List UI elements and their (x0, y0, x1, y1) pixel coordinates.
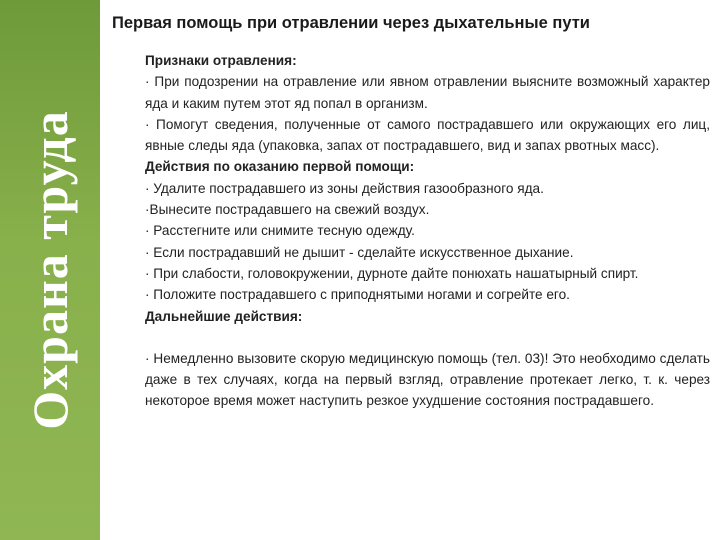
action-item: · Удалите пострадавшего из зоны действия газообразного яда. (145, 180, 544, 196)
action-item: · Положите пострадавшего с приподнятыми ногами и согрейте его. (145, 287, 570, 303)
action-item: ·Вынесите пострадавшего на свежий воздух. (145, 202, 430, 218)
action-item: · При слабости, головокружении, дурноте дайте понюхать нашатырный спирт. (145, 265, 639, 281)
further-heading: Дальнейшие действия: (145, 308, 303, 324)
signs-heading: Признаки отравления: (145, 53, 297, 68)
page-title: Первая помощь при отравлении через дыхательные пути (112, 14, 590, 32)
further-paragraph: · Немедленно вызовите скорую медицинскую помощь (тел. 03)! Это необходимо сделать даже в тех случаях, когда на первый взгляд, отравление протекает легко, т. к. через некоторое время может наступить резкое ухудшение состояния пострадавшего. (145, 350, 710, 409)
action-item: · Если пострадавший не дышит - сделайте искусственное дыхание. (145, 244, 574, 260)
actions-heading: Действия по оказанию первой помощи: (145, 159, 415, 175)
action-item: · Расстегните или снимите тесную одежду. (145, 223, 415, 239)
content-body (114, 50, 710, 412)
spacer (114, 327, 710, 348)
signs-paragraph-1: · При подозрении на отравление или явном отравлении выясните возможный характер яда и каким путем этот яд попал в организм. (145, 74, 710, 111)
signs-paragraph-2: · Помогут сведения, полученные от самого пострадавшего или окружающих его лиц, явные следы яда (упаковка, запах от пострадавшего, вид и запах рвотных масс). (145, 116, 710, 154)
sidebar-title: Охрана труда (22, 110, 78, 430)
side-band (0, 0, 100, 540)
